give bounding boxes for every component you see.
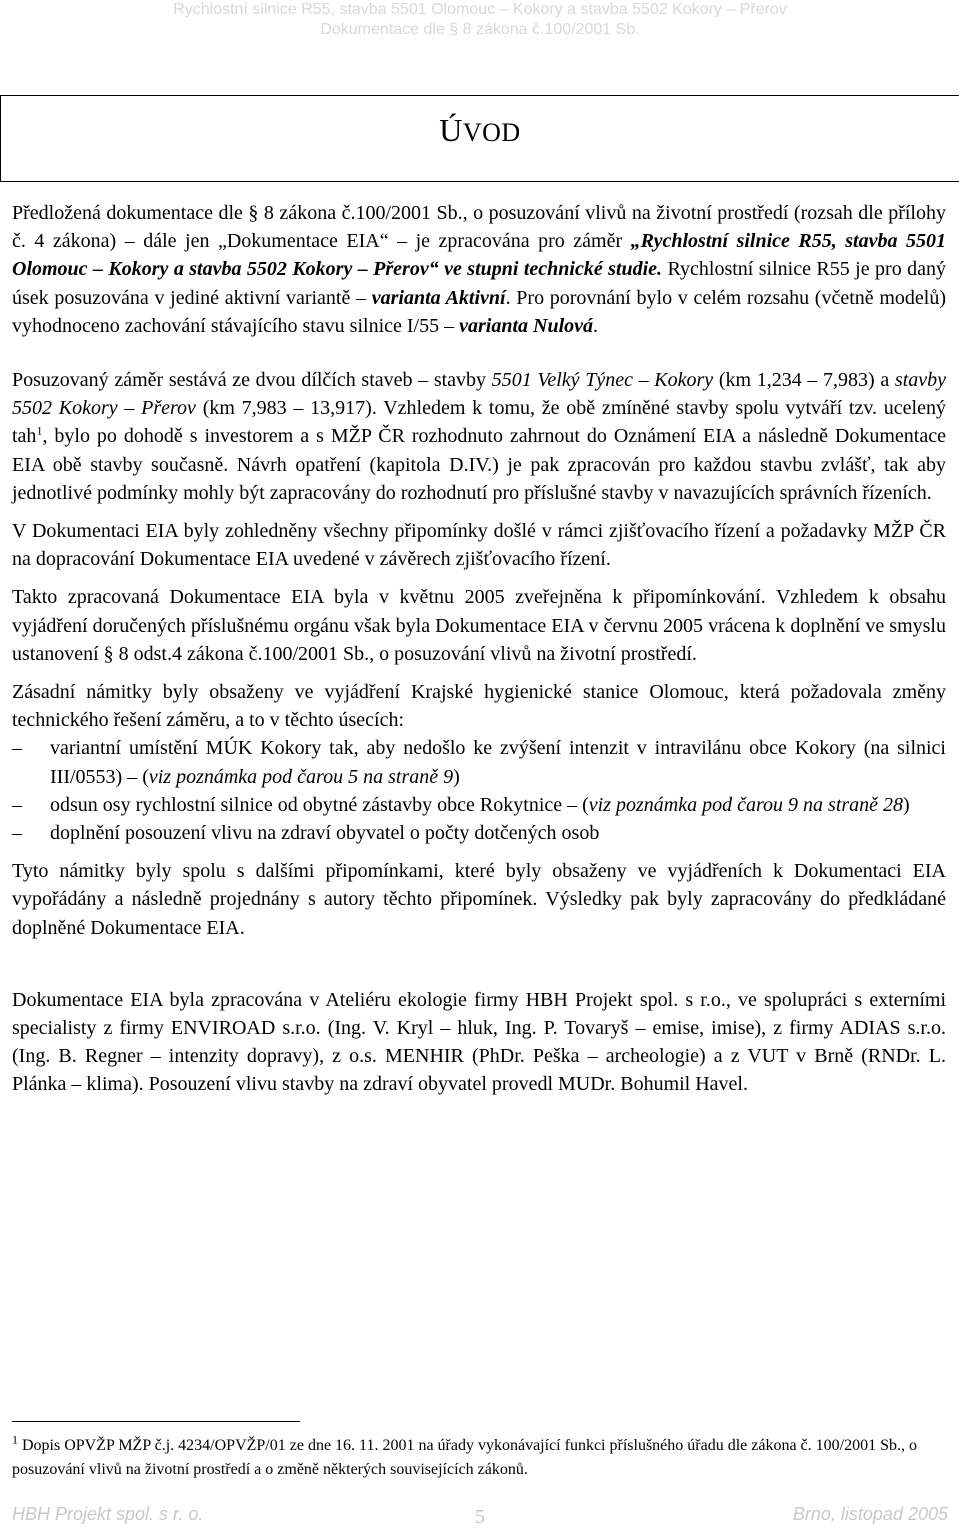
page-title bbox=[0, 108, 960, 155]
paragraph-structure bbox=[12, 366, 946, 507]
paragraph-intro bbox=[12, 199, 946, 340]
list-item-text: odsun osy rychlostní silnice od obytné zástavby obce Rokytnice – ( bbox=[50, 793, 589, 816]
project-name: „Rychlostní silnice R55, stavba 5501 Olomouc – Kokory a stavba 5502 Kokory – Přerov“ ve stupni technické studie. bbox=[12, 230, 946, 281]
list-item bbox=[12, 791, 946, 819]
page-title-initial: Ú bbox=[439, 112, 463, 148]
list-item-note: viz poznámka pod čarou 5 na straně 9 bbox=[148, 765, 454, 788]
paragraph-publication: Takto zpracovaná Dokumentace EIA byla v květnu 2005 zveřejněna k připomínkování. Vzhledem k obsahu vyjádření doručených příslušnému orgánu však byla Dokumentace EIA v červnu 2005 vrácena k doplnění ve smyslu ustanovení § 8 odst.4 zákona č.100/2001 Sb., o posuzování vlivů na životní prostředí. bbox=[12, 586, 946, 665]
structure-text-3: (km 7,983 – 13,917). Vzhledem k tomu, že obě zmíněné stavby spolu vytváří tzv. ucelený tah bbox=[12, 397, 946, 448]
footnote-number: 1 bbox=[12, 1432, 18, 1447]
variant-active: varianta Aktivní bbox=[371, 286, 506, 309]
variant-null: varianta Nulová bbox=[459, 314, 594, 337]
structure-text: Posuzovaný záměr sestává ze dvou dílčích staveb – stavby bbox=[12, 369, 492, 392]
objection-list bbox=[12, 734, 946, 847]
list-item-close: ) bbox=[903, 793, 910, 816]
list-item-note: viz poznámka pod čarou 9 na straně 28 bbox=[588, 793, 904, 816]
footer-company: HBH Projekt spol. s r. o. bbox=[12, 1504, 204, 1524]
paragraph-comments: V Dokumentaci EIA byly zohledněny všechny připomínky došlé v rámci zjišťovacího řízení a požadavky MŽP ČR na dopracování Dokumentace EIA uvedené v závěrech zjišťovacího řízení. bbox=[12, 520, 946, 571]
list-item-text: doplnění posouzení vlivu na zdraví obyvatel o počty dotčených osob bbox=[50, 822, 600, 845]
structure-text-4: , bylo po dohodě s investorem a s MŽP ČR rozhodnuto zahrnout do Oznámení EIA a následně Dokumentace EIA obě stavby současně. Návrh opatření (kapitola D.IV.) je pak zpracován pro každou stavbu zvlášť, tak aby jednotlivé podmínky mohly být zapracovány do rozhodnutí pro příslušné stavby v navazujících správních řízeních. bbox=[12, 425, 946, 504]
intro-text-2: Rychlostní silnice R55 je pro daný úsek posuzována v jediné aktivní variantě – bbox=[12, 258, 946, 309]
page-number: 5 bbox=[475, 1506, 485, 1528]
footer-place-date: Brno, listopad 2005 bbox=[792, 1504, 948, 1524]
paragraph-resolution: Tyto námitky byly spolu s dalšími připomínkami, které byly obsaženy ve vyjádřeních k Dokumentaci EIA vypořádány a následně projednány s autory těchto připomínek. Výsledky pak byly zapracovány do předkládané doplněné Dokumentace EIA. bbox=[12, 860, 946, 939]
paragraph-authors: Dokumentace EIA byla zpracována v Ateliéru ekologie firmy HBH Projekt spol. s r.o., ve spolupráci s externími specialisty z firmy ENVIROAD s.r.o. (Ing. V. Kryl – hluk, Ing. P. Tovaryš – emise, imise), z firmy ADIAS s.r.o. (Ing. B. Regner – intenzity dopravy), z o.s. MENHIR (PhDr. Peška – archeologie) a z VUT v Brně (RNDr. L. Plánka – klima). Posouzení vlivu stavby na zdraví obyvatel provedl MUDr. Bohumil Havel. bbox=[12, 988, 946, 1096]
list-item bbox=[12, 819, 946, 847]
running-header-title: Rychlostní silnice R55, stavba 5501 Olomouc – Kokory a stavba 5502 Kokory – Přerov bbox=[173, 1, 787, 18]
stavba-5501: 5501 Velký Týnec – Kokory bbox=[491, 369, 714, 392]
list-item bbox=[12, 734, 946, 790]
intro-text-4: . bbox=[593, 314, 599, 337]
running-header-subtitle: Dokumentace dle § 8 zákona č.100/2001 Sb. bbox=[320, 21, 640, 38]
footnote-ref[interactable]: 1 bbox=[36, 423, 43, 438]
intro-text: Předložená dokumentace dle § 8 zákona č.100/2001 Sb., o posuzování vlivů na životní prostředí (rozsah dle přílohy č. 4 zákona) – dále jen „Dokumentace EIA“ – je zpracována pro záměr bbox=[12, 202, 946, 253]
intro-text-3: . Pro porovnání bylo v celém rozsahu (včetně modelů) vyhodnoceno zachování stávajícího stavu silnice I/55 – bbox=[12, 286, 946, 337]
list-item-close: ) bbox=[453, 765, 460, 788]
structure-text-2: (km 1,234 – 7,983) a bbox=[713, 369, 895, 392]
footnote-text: Dopis OPVŽP MŽP č.j. 4234/OPVŽP/01 ze dne 16. 11. 2001 na úřady vykonávající funkci příslušného úřadu dle zákona č. 100/2001 Sb., o posuzování vlivů na životní prostředí a o změně některých souvisejících zákonů. bbox=[12, 1437, 917, 1478]
body-text bbox=[12, 199, 946, 1099]
footnote bbox=[12, 1434, 946, 1482]
stavba-5502: stavby 5502 Kokory – Přerov bbox=[12, 369, 946, 420]
page-title-rest: VOD bbox=[462, 118, 521, 147]
footnote-separator bbox=[12, 1421, 300, 1422]
paragraph-objections: Zásadní námitky byly obsaženy ve vyjádření Krajské hygienické stanice Olomouc, která požadovala změny technického řešení záměru, a to v těchto úsecích: bbox=[12, 681, 946, 732]
list-item-text: variantní umístění MÚK Kokory tak, aby nedošlo ke zvýšení intenzit v intravilánu obce Kokory (na silnici III/0553) – ( bbox=[50, 737, 946, 788]
